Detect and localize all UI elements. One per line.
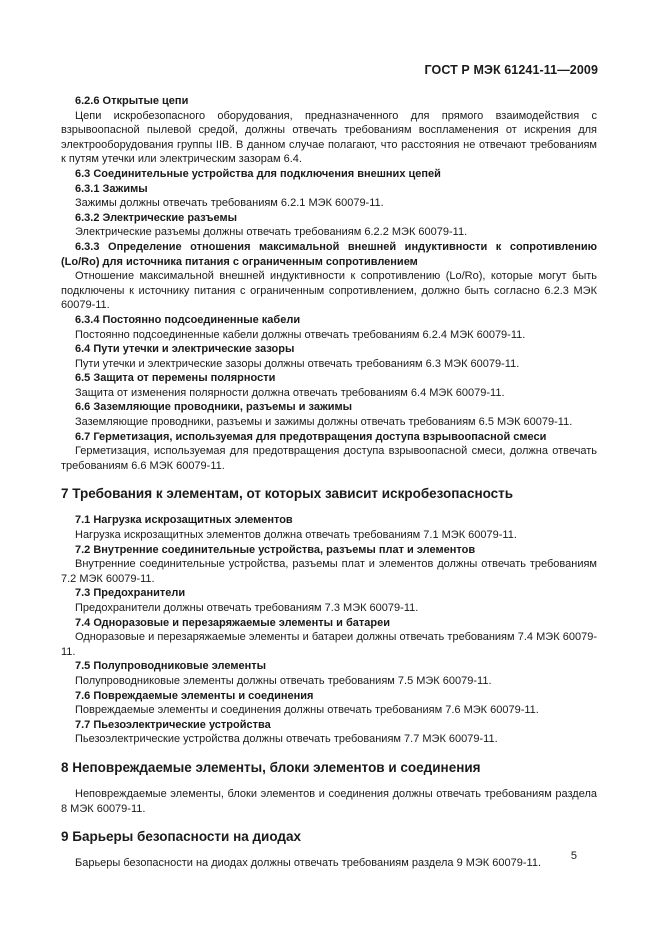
section-heading: 7.4 Одноразовые и перезаряжаемые элементы и батареи <box>75 616 390 629</box>
section-heading: 7.2 Внутренние соединительные устройства, разъемы плат и элементов <box>75 543 476 556</box>
section-heading: 7.3 Предохранители <box>75 587 186 600</box>
paragraph: Нагрузка искрозащитных элементов должна отвечать требованиям 7.1 МЭК 60079-11. <box>75 529 517 542</box>
paragraph: Пути утечки и электрические зазоры должны отвечать требованиям 6.3 МЭК 60079-11. <box>75 357 520 370</box>
paragraph: Барьеры безопасности на диодах должны отвечать требованиям раздела 9 МЭК 60079-11. <box>75 857 541 870</box>
document-body <box>61 94 597 871</box>
section-heading: 7.6 Повреждаемые элементы и соединения <box>75 689 314 702</box>
paragraph: Неповреждаемые элементы, блоки элементов и соединения должны отвечать требованиям раздела 8 МЭК 60079-11. <box>61 787 597 815</box>
paragraph: Повреждаемые элементы и соединения должны отвечать требованиям 7.6 МЭК 60079-11. <box>75 704 539 717</box>
section-heading: 6.4 Пути утечки и электрические зазоры <box>75 343 295 356</box>
chapter-heading: 9 Барьеры безопасности на диодах <box>61 829 302 845</box>
section-heading: 7.7 Пьезоэлектрические устройства <box>75 718 271 731</box>
section-heading: 6.2.6 Открытые цепи <box>75 95 189 107</box>
page-number: 5 <box>570 850 577 862</box>
section-heading: 6.6 Заземляющие проводники, разъемы и зажимы <box>75 401 353 414</box>
section-heading: 7.5 Полупроводниковые элементы <box>75 660 267 673</box>
paragraph: Цепи искробезопасного оборудования, предназначенного для прямого взаимодействия с взрывоопасной пылевой средой, должны отвечать требованиям воспламенения от искрения для электрооборудования группы IIB. В данном случае полагают, что расстояния не отвечают требованиям к путям утечки или электрическим зазорам 6.4. <box>61 109 597 166</box>
chapter-heading: 7 Требования к элементам, от которых зависит искробезопасность <box>61 486 514 502</box>
section-heading: 6.5 Защита от перемены полярности <box>75 372 276 385</box>
paragraph: Заземляющие проводники, разъемы и зажимы должны отвечать требованиям 6.5 МЭК 60079-11. <box>75 416 573 429</box>
document-id-header: ГОСТ Р МЭК 61241-11—2009 <box>424 63 598 77</box>
paragraph: Герметизация, используемая для предотвращения доступа взрывоопасной смеси, должна отвечать требованиям 6.6 МЭК 60079-11. <box>61 445 597 472</box>
paragraph: Пьезоэлектрические устройства должны отвечать требованиям 7.7 МЭК 60079-11. <box>75 733 498 746</box>
section-heading: 6.3.2 Электрические разъемы <box>75 211 238 224</box>
section-heading: 7.1 Нагрузка искрозащитных элементов <box>75 514 293 527</box>
paragraph: Электрические разъемы должны отвечать требованиям 6.2.2 МЭК 60079-11. <box>75 226 468 239</box>
paragraph: Внутренние соединительные устройства, разъемы плат и элементов должны отвечать требованиям 7.2 МЭК 60079-11. <box>61 558 597 585</box>
paragraph: Защита от изменения полярности должна отвечать требованиям 6.4 МЭК 60079-11. <box>75 386 505 399</box>
paragraph: Постоянно подсоединенные кабели должны отвечать требованиям 6.2.4 МЭК 60079-11. <box>75 328 526 341</box>
section-heading: 6.3.1 Зажимы <box>75 182 148 195</box>
paragraph: Одноразовые и перезаряжаемые элементы и батареи должны отвечать требованиям 7.4 МЭК 60079-11. <box>61 631 597 658</box>
section-heading: 6.3.3 Определение отношения максимальной внешней индуктивности к сопротивлению (Lo/Ro) для источника питания с ограниченным сопротивлением <box>61 240 597 268</box>
section-heading: 6.3.4 Постоянно подсоединенные кабели <box>75 313 301 326</box>
section-heading: 6.7 Герметизация, используемая для предотвращения доступа взрывоопасной смеси <box>75 430 547 443</box>
paragraph: Полупроводниковые элементы должны отвечать требованиям 7.5 МЭК 60079-11. <box>75 674 492 687</box>
paragraph: Предохранители должны отвечать требованиям 7.3 МЭК 60079-11. <box>75 602 419 614</box>
paragraph: Отношение максимальной внешней индуктивности к сопротивлению (Lo/Ro), которые могут быть подключены к источнику питания с ограниченным сопротивлением, должно быть согласно 6.2.3 МЭК 60079-11. <box>61 270 597 312</box>
paragraph: Зажимы должны отвечать требованиям 6.2.1 МЭК 60079-11. <box>75 197 384 210</box>
chapter-heading: 8 Неповреждаемые элементы, блоки элементов и соединения <box>61 759 481 775</box>
section-heading: 6.3 Соединительные устройства для подключения внешних цепей <box>75 167 441 180</box>
